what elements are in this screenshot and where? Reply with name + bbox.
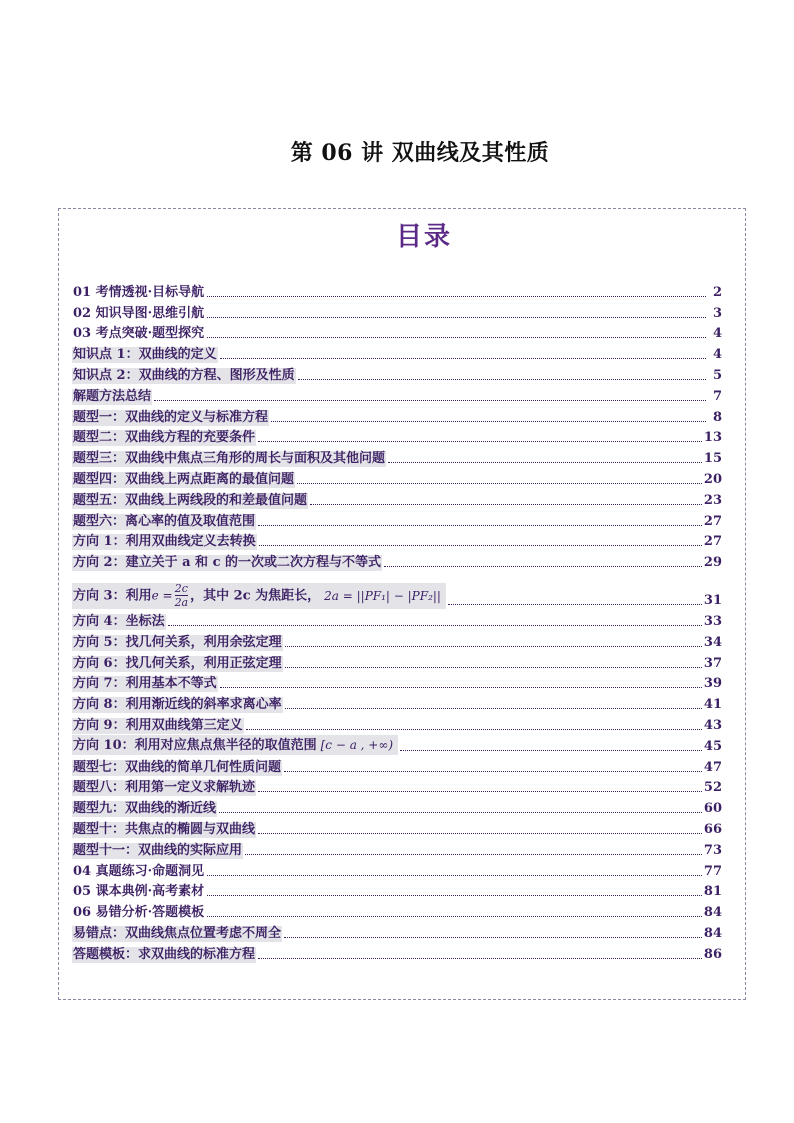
toc-page-number: 27	[703, 513, 722, 529]
toc-page-number: 84	[703, 905, 722, 921]
toc-page-number: 45	[703, 738, 722, 754]
dot-leader	[246, 729, 702, 730]
dot-leader	[245, 854, 702, 855]
dot-leader	[310, 504, 702, 505]
toc-page-number: 8	[712, 409, 722, 425]
toc-entry[interactable]	[72, 838, 722, 859]
toc-page-number: 66	[703, 821, 722, 837]
dot-leader	[219, 812, 702, 813]
dot-leader	[400, 750, 702, 751]
toc-entry-text: 05 课本典例·高考素材	[73, 884, 205, 900]
toc-page-number: 77	[703, 863, 722, 879]
math-formula: [c − a , +∞)	[320, 737, 394, 752]
toc-entry-label	[72, 676, 218, 692]
toc-entry-text: 方向 5：找几何关系，利用余弦定理	[73, 634, 282, 650]
toc-entry-label	[72, 534, 257, 550]
toc-page-number: 73	[703, 842, 722, 858]
fraction-denominator: 2a	[174, 596, 189, 610]
toc-page-number: 4	[712, 347, 722, 363]
dot-leader	[285, 646, 702, 647]
toc-entry-label	[72, 801, 217, 817]
fraction-numerator: 2c	[174, 582, 188, 596]
toc-entry[interactable]	[72, 817, 722, 838]
toc-page-number: 3	[712, 305, 722, 321]
toc-entry-label	[72, 697, 283, 713]
toc-entry-label	[72, 583, 446, 609]
toc-entry-text-mid: ，其中 2c 为焦距长，	[190, 588, 321, 604]
toc-entry[interactable]	[72, 734, 722, 755]
toc-entry-label	[72, 822, 256, 838]
dot-leader	[258, 525, 702, 526]
dot-leader	[258, 791, 702, 792]
toc-entry[interactable]	[72, 630, 722, 651]
dot-leader	[220, 358, 706, 359]
toc-entry-label	[72, 864, 205, 880]
toc-page-number: 34	[703, 634, 722, 650]
dot-leader	[284, 771, 702, 772]
toc-entry[interactable]	[72, 488, 722, 509]
toc-entry[interactable]	[72, 342, 722, 363]
toc-entry-label	[72, 656, 283, 672]
toc-entry-label	[72, 514, 256, 530]
toc-page-number: 84	[703, 925, 722, 941]
toc-entry-text: 题型七：双曲线的简单几何性质问题	[73, 759, 282, 775]
document-title: 第 06 讲 双曲线及其性质	[290, 140, 550, 166]
toc-entry[interactable]	[72, 426, 722, 447]
toc-page-number: 5	[712, 367, 722, 383]
toc-entry-label	[72, 451, 386, 467]
toc-entry-label	[72, 285, 205, 301]
dot-leader	[207, 875, 702, 876]
dot-leader	[207, 317, 706, 318]
toc-entry-text: 题型十：共焦点的椭圆与双曲线	[73, 821, 256, 837]
dot-leader	[207, 296, 706, 297]
toc-entry-label	[72, 555, 382, 571]
toc-entry[interactable]	[72, 880, 722, 901]
toc-entry-text: 题型一：双曲线的定义与标准方程	[73, 409, 269, 425]
toc-entry[interactable]	[72, 530, 722, 551]
dot-leader	[258, 958, 702, 959]
toc-page-number: 20	[703, 471, 722, 487]
dot-leader	[271, 421, 706, 422]
toc-entry-text: 02 知识导图·思维引航	[73, 305, 205, 321]
toc-list	[72, 280, 722, 963]
toc-page-number: 52	[703, 780, 722, 796]
toc-entry-text: 题型三：双曲线中焦点三角形的周长与面积及其他问题	[73, 451, 386, 467]
toc-entry-label	[72, 905, 205, 921]
toc-entry[interactable]	[72, 280, 722, 301]
toc-entry-text: 易错点：双曲线焦点位置考虑不周全	[73, 925, 282, 941]
toc-page-number: 39	[703, 676, 722, 692]
toc-entry[interactable]	[72, 322, 722, 343]
toc-entry-label	[72, 368, 296, 384]
toc-page-number: 60	[703, 801, 722, 817]
toc-entry-label	[72, 410, 269, 426]
toc-entry[interactable]	[72, 796, 722, 817]
toc-entry[interactable]	[72, 713, 722, 734]
toc-entry-label	[72, 614, 166, 630]
toc-page-number: 81	[703, 884, 722, 900]
dot-leader	[207, 916, 702, 917]
toc-entry-label	[72, 430, 256, 446]
toc-entry-text: 01 考情透视·目标导航	[73, 284, 205, 300]
toc-entry[interactable]	[72, 672, 722, 693]
dot-leader	[154, 400, 706, 401]
dot-leader	[384, 566, 702, 567]
toc-entry[interactable]	[72, 755, 722, 776]
dot-leader	[207, 895, 702, 896]
dot-leader	[258, 441, 702, 442]
toc-page-number: 7	[712, 388, 722, 404]
toc-entry-text: 方向 6：找几何关系，利用正弦定理	[73, 655, 282, 671]
toc-entry[interactable]	[72, 509, 722, 530]
toc-entry[interactable]	[72, 363, 722, 384]
toc-entry[interactable]	[72, 692, 722, 713]
dot-leader	[258, 833, 702, 834]
toc-entry-label	[72, 493, 308, 509]
toc-entry-label	[72, 472, 295, 488]
toc-entry-label	[72, 635, 283, 651]
toc-page-number: 47	[703, 759, 722, 775]
toc-entry-label	[72, 306, 205, 322]
toc-entry-text: 方向 3：利用	[73, 588, 152, 604]
toc-entry-label	[72, 735, 398, 755]
toc-page-number: 13	[703, 430, 722, 446]
toc-entry-text: 题型五：双曲线上两线段的和差最值问题	[73, 492, 308, 508]
dot-leader	[448, 604, 702, 605]
dot-leader	[207, 337, 706, 338]
toc-entry-label	[72, 926, 282, 942]
toc-entry-text: 题型二：双曲线方程的充要条件	[73, 430, 256, 446]
toc-entry-text: 答题模板：求双曲线的标准方程	[73, 946, 256, 962]
toc-entry[interactable]	[72, 859, 722, 880]
dot-leader	[388, 462, 702, 463]
toc-entry-label	[72, 760, 282, 776]
toc-entry-text: 题型四：双曲线上两点距离的最值问题	[73, 471, 295, 487]
toc-page-number: 31	[703, 593, 722, 609]
toc-entry[interactable]	[72, 384, 722, 405]
toc-page-number: 4	[712, 326, 722, 342]
toc-page-number: 33	[703, 613, 722, 629]
toc-entry-text: 04 真题练习·命题洞见	[73, 863, 205, 879]
toc-entry[interactable]	[72, 900, 722, 921]
toc-page-number: 43	[703, 717, 722, 733]
toc-entry-label	[72, 326, 205, 342]
toc-heading: 目录	[395, 222, 452, 252]
toc-entry-text: 题型九：双曲线的渐近线	[73, 801, 217, 817]
toc-entry[interactable]	[72, 942, 722, 963]
toc-entry-text: 方向 8：利用渐近线的斜率求离心率	[73, 697, 282, 713]
toc-entry[interactable]	[72, 651, 722, 672]
dot-leader	[285, 667, 702, 668]
toc-entry[interactable]	[72, 776, 722, 797]
toc-entry[interactable]	[72, 571, 722, 609]
toc-entry[interactable]	[72, 301, 722, 322]
toc-entry-text: 题型六：离心率的值及取值范围	[73, 513, 256, 529]
toc-entry-text: 06 易错分析·答题模板	[73, 905, 205, 921]
math-formula: 2a = ||PF₁| − |PF₂||	[324, 588, 441, 603]
toc-entry-text: 方向 7：利用基本不等式	[73, 676, 217, 692]
dot-leader	[168, 625, 702, 626]
toc-page-number: 29	[703, 555, 722, 571]
toc-entry-text: 方向 4：坐标法	[73, 613, 165, 629]
toc-entry-text: 方向 2：建立关于 a 和 c 的一次或二次方程与不等式	[73, 555, 382, 571]
toc-entry-text: 题型八：利用第一定义求解轨迹	[73, 780, 256, 796]
toc-entry-text: 知识点 2：双曲线的方程、图形及性质	[73, 367, 295, 383]
toc-entry-label	[72, 947, 256, 963]
dot-leader	[259, 545, 702, 546]
toc-entry[interactable]	[72, 446, 722, 467]
toc-entry-label	[72, 718, 244, 734]
toc-entry[interactable]	[72, 467, 722, 488]
toc-page-number: 15	[703, 451, 722, 467]
eccentricity-symbol: e =	[151, 588, 173, 603]
toc-page-number: 23	[703, 492, 722, 508]
toc-page-number: 41	[703, 697, 722, 713]
toc-entry[interactable]	[72, 609, 722, 630]
toc-entry-text: 方向 10：利用对应焦点焦半径的取值范围	[73, 737, 317, 753]
toc-entry-text: 解题方法总结	[73, 388, 152, 404]
toc-entry-label	[72, 884, 205, 900]
toc-entry-label	[72, 347, 218, 363]
toc-entry-text: 方向 9：利用双曲线第三定义	[73, 717, 243, 733]
toc-entry-label	[72, 843, 243, 859]
toc-entry-label	[72, 780, 256, 796]
toc-entry-label	[72, 389, 152, 405]
dot-leader	[220, 687, 702, 688]
toc-page-number: 2	[712, 284, 722, 300]
toc-page-number: 86	[703, 946, 722, 962]
dot-leader	[285, 708, 702, 709]
toc-entry[interactable]	[72, 405, 722, 426]
eccentricity-fraction	[175, 583, 189, 609]
toc-page-number: 37	[703, 655, 722, 671]
toc-entry-text: 题型十一：双曲线的实际应用	[73, 842, 243, 858]
toc-entry[interactable]	[72, 921, 722, 942]
toc-entry-text: 知识点 1：双曲线的定义	[73, 347, 217, 363]
toc-page-number: 27	[703, 534, 722, 550]
toc-entry-text: 03 考点突破·题型探究	[73, 326, 205, 342]
dot-leader	[297, 483, 702, 484]
dot-leader	[298, 379, 706, 380]
toc-entry-text: 方向 1：利用双曲线定义去转换	[73, 534, 256, 550]
dot-leader	[284, 937, 702, 938]
toc-entry[interactable]	[72, 550, 722, 571]
